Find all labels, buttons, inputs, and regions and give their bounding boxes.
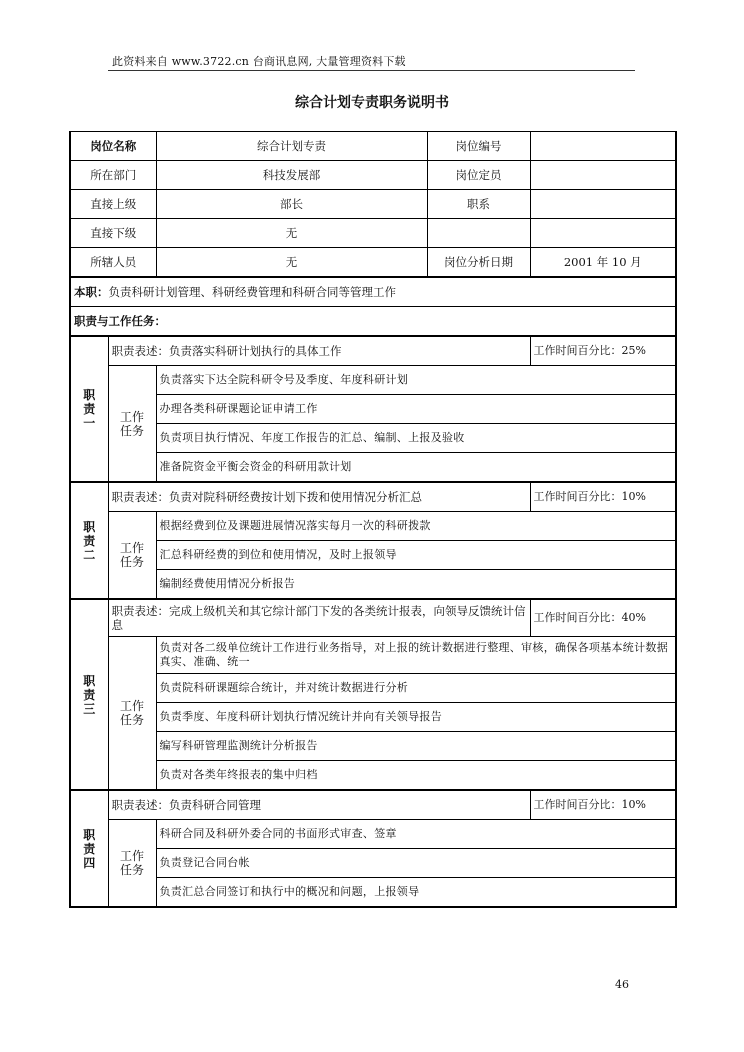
duty-4-task-3: 负责汇总合同签订和执行中的概况和问题，上报领导 [156,878,676,908]
duty-1-statement [108,336,530,366]
duty-3-task-5: 负责对各类年终报表的集中归档 [156,761,676,791]
duty-statement-text: 负责落实科研计划执行的具体工作 [169,344,342,358]
duty-summary [70,277,676,307]
duty-3-task-3: 负责季度、年度科研计划执行情况统计并向有关领导报告 [156,703,676,732]
duty-statement-text: 负责对院科研经费按计划下拨和使用情况分析汇总 [169,490,422,504]
duty-2-task-1: 根据经费到位及课题进展情况落实每月一次的科研拨款 [156,512,676,541]
job-description-table [69,131,677,908]
duty-1-task-row [70,366,676,395]
document-title: 综合计划专责职务说明书 [295,95,449,111]
label-job-family: 职系 [427,190,530,219]
duty-1-task-2: 办理各类科研课题论证申请工作 [156,395,676,424]
duty-3-task-row [70,761,676,791]
label-direct-subordinate: 直接下级 [70,219,156,248]
duty-4-task-label: 工作 任务 [108,820,156,908]
info-row-3 [70,190,676,219]
duty-3-task-4: 编写科研管理监测统计分析报告 [156,732,676,761]
duty-3-statement-row [70,599,676,637]
duty-1-task-row [70,395,676,424]
duty-4-task-row [70,820,676,849]
duty-3-task-label: 工作 任务 [108,637,156,791]
duty-1-statement-row [70,336,676,366]
empty-cell [427,219,530,248]
duty-3-statement [108,599,530,637]
label-direct-superior: 直接上级 [70,190,156,219]
duty-4-time-percent: 工作时间百分比：10% [530,790,676,820]
duty-statement-prefix: 职责表述： [111,604,169,618]
label-position-name: 岗位名称 [70,132,156,161]
value-headcount [530,161,676,190]
duty-3-task-row [70,703,676,732]
duty-2-time-percent: 工作时间百分比：10% [530,482,676,512]
duty-1-task-row [70,453,676,483]
duty-2-task-2: 汇总科研经费的到位和使用情况，及时上报领导 [156,541,676,570]
info-row-5 [70,248,676,278]
value-position-code [530,132,676,161]
duty-summary-row [70,277,676,307]
value-direct-superior: 部长 [156,190,427,219]
duty-3-task-1: 负责对各二级单位统计工作进行业务指导，对上报的统计数据进行整理、审核，确保各项基本统计数据真实、准确、统一 [156,637,676,674]
value-job-family [530,190,676,219]
duty-3-task-2: 负责院科研课题综合统计，并对统计数据进行分析 [156,674,676,703]
duty-2-statement-row [70,482,676,512]
label-analysis-date: 岗位分析日期 [427,248,530,278]
duty-3-task-row [70,732,676,761]
duty-2-name: 职 责 二 [70,482,108,599]
duty-statement-text: 完成上级机关和其它综计部门下发的各类统计报表，向领导反馈统计信息 [111,604,526,632]
duty-4-task-row [70,878,676,908]
empty-cell [530,219,676,248]
label-department: 所在部门 [70,161,156,190]
value-direct-subordinate: 无 [156,219,427,248]
duty-4-task-2: 负责登记合同台帐 [156,849,676,878]
info-row-4 [70,219,676,248]
header-rule [108,70,635,71]
duty-3-time-percent: 工作时间百分比：40% [530,599,676,637]
duty-1-task-4: 准备院资金平衡会资金的科研用款计划 [156,453,676,483]
value-staff: 无 [156,248,427,278]
duty-2-statement [108,482,530,512]
duty-1-task-3: 负责项目执行情况、年度工作报告的汇总、编制、上报及验收 [156,424,676,453]
duty-2-task-3: 编制经费使用情况分析报告 [156,570,676,600]
duty-4-statement-row [70,790,676,820]
duty-statement-prefix: 职责表述： [111,490,169,504]
duty-summary-text: 负责科研计划管理、科研经费管理和科研合同等管理工作 [108,285,396,299]
duty-4-statement [108,790,530,820]
duty-summary-label: 本职： [74,285,109,299]
duty-2-task-row [70,570,676,600]
label-staff: 所辖人员 [70,248,156,278]
duty-1-task-row [70,424,676,453]
duty-1-task-label: 工作 任务 [108,366,156,483]
duties-heading-row [70,307,676,337]
duty-statement-prefix: 职责表述： [111,798,169,812]
duty-statement-prefix: 职责表述： [111,344,169,358]
duty-1-task-1: 负责落实下达全院科研令号及季度、年度科研计划 [156,366,676,395]
duty-statement-text: 负责科研合同管理 [169,798,261,812]
source-header: 此资料来自 www.3722.cn 台商讯息网, 大量管理资料下载 [112,55,406,68]
value-department: 科技发展部 [156,161,427,190]
duty-2-task-row [70,512,676,541]
value-analysis-date: 2001 年 10 月 [530,248,676,278]
duty-3-task-row [70,674,676,703]
duty-4-task-row [70,849,676,878]
duty-1-time-percent: 工作时间百分比：25% [530,336,676,366]
duty-4-name: 职 责 四 [70,790,108,907]
duty-2-task-row [70,541,676,570]
duties-heading: 职责与工作任务： [70,307,676,337]
label-headcount: 岗位定员 [427,161,530,190]
duty-2-task-label: 工作 任务 [108,512,156,600]
info-row-1 [70,132,676,161]
value-position-name: 综合计划专责 [156,132,427,161]
label-position-code: 岗位编号 [427,132,530,161]
duty-3-task-row [70,637,676,674]
duty-1-name: 职 责 一 [70,336,108,482]
info-row-2 [70,161,676,190]
duty-3-name: 职 责 三 [70,599,108,790]
duty-4-task-1: 科研合同及科研外委合同的书面形式审查、签章 [156,820,676,849]
page-number: 46 [615,978,629,991]
